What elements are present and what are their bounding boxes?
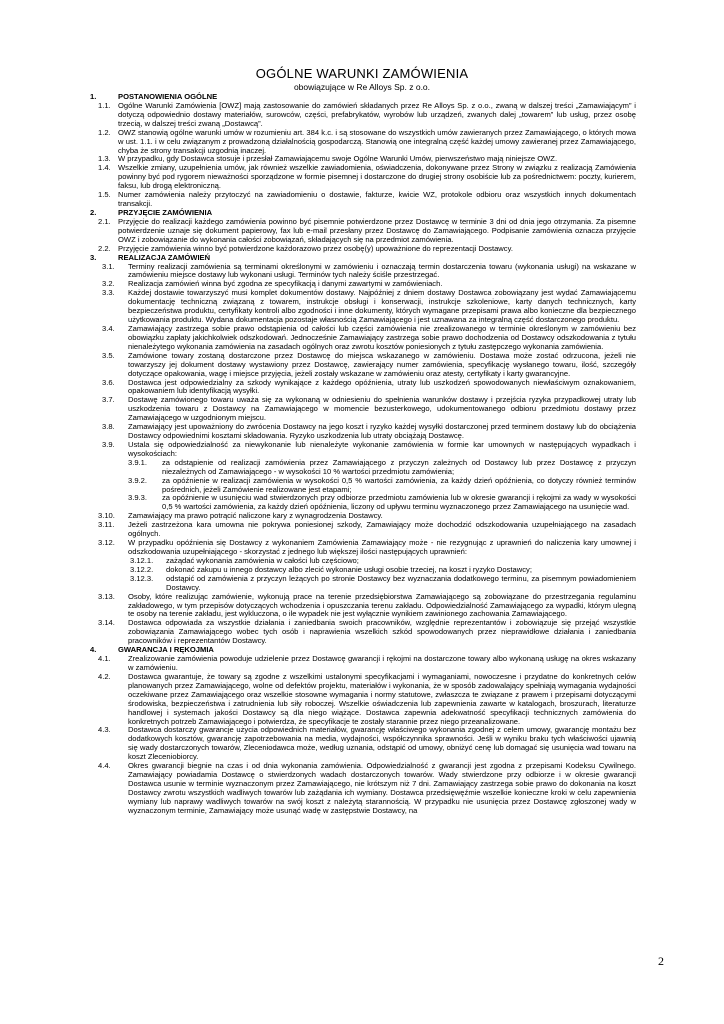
clause-number: 2.2. — [98, 243, 111, 253]
clause-number: 1.4. — [98, 163, 111, 173]
clause-number: 3.10. — [98, 511, 115, 521]
clause — [86, 423, 636, 441]
clause-text: odstąpić od zamówienia z przyczyn leżących po stronie Dostawcy bez wyznaczania dodatkowego terminu, za pisemnym powiadomieniem Dostawcy. — [166, 573, 636, 592]
clause-number: 3.3. — [102, 288, 115, 298]
clause-number: 3.12.1. — [130, 555, 154, 565]
clause-number: 3.11. — [98, 520, 115, 530]
clause — [86, 352, 636, 379]
clause-number: 3.6. — [102, 377, 115, 387]
clause-text: Dostawca odpowiada za wszystkie działania i zaniedbania swoich pracowników, względnie reprezentantów i zobowiązuje się przejąć wszystkie zobowiązania Zamawiającego wobec tych osób i naprawienia wszelkich szkód spowodowanych przez nieprawidłowe działania i zaniedbania pracowników i reprezentantów Dostawcy. — [128, 618, 636, 646]
clause-number: 3.9. — [102, 439, 115, 449]
page-number: 2 — [658, 954, 664, 968]
clause-text: Każdej dostawie towarzyszyć musi komplet dokumentów dostawy. Najpóźniej z dniem dostawy Dostawca zobowiązany jest wydać Zamawiającemu dokumentację techniczną związaną z towarem, instrukcje obsługi i konserwacji, instrukcje szkoleniowe, karty danych technicznych, karty bezpieczeństwa produktu, certyfikaty kontroli albo zgodności i inne dokumenty, których wymagane przepisami prawa albo konieczne dla bezpiecznego użytkowania produktu. Wydana dokumentacja pozostaje własnością Zamawiającego i jest uznawana za integralną część dostarczonego produktu. — [128, 288, 636, 325]
clause — [86, 129, 636, 156]
clause-text: Dostawca dostarczy gwarancje użycia odpowiednich materiałów, gwarancję właściwego wykonania zgodnej z celem umowy, gwarancję montażu bez dodatkowych kosztów, gwarancję zapotrzebowania na media, wydajności, współczynnika sprawności. Jeśli w wyniku braku tych właściwości ujawnią się wady dostarczonych towarów, Zleceniodawca może, według uznania, odstąpić od umowy, obniżyć cenę lub domagać się usunięcia wad towaru na koszt Zleceniobiorcy. — [128, 725, 636, 762]
clause — [86, 494, 636, 512]
clause-number: 3.1. — [102, 261, 115, 271]
clause-text: W przypadku opóźnienia się Dostawcy z wykonaniem Zamówienia Zamawiający może - nie rezygnując z uprawnień do naliczenia kary umownej i odszkodowania uzupełniającego - skorzystać z jednego lub większej ilości następujących uprawnień: — [128, 538, 636, 557]
clause — [86, 289, 636, 325]
clause — [86, 396, 636, 423]
clause-text: Dostawę zamówionego towaru uważa się za wykonaną w odniesieniu do spełnienia warunków dostawy i przejścia ryzyka przypadkowej utraty lub uszkodzenia towaru z Dostawcy na Zamawiającego w momencie bezusterkowego, udokumentowanego odbioru przedmiotu dostawy przez Zamawiającego w uzgodnionym miejscu. — [128, 395, 636, 423]
document-body — [86, 93, 636, 816]
clause — [86, 325, 636, 352]
clause-text: Osoby, które realizując zamówienie, wykonują prace na terenie przedsiębiorstwa Zamawiającego są zobowiązane do przestrzegania regulaminu zakładowego, w tym przepisów dotyczących wchodzenia i opuszczania terenu zakładu. Odpowiedzialność Zamawiającego za wypadki, którym ulegną te osoby na terenie zakładu, jest wykluczona, o ile wypadek nie jest wyłącznie wynikiem zawinionego zachowania Zamawiającego. — [128, 591, 636, 619]
clause — [86, 575, 636, 593]
clause-text: Realizacja zamówień winna być zgodna ze specyfikacją i danymi zawartymi w zamówieniach. — [128, 279, 443, 289]
clause-number: 4.3. — [98, 725, 111, 735]
section-title: POSTANOWIENIA OGÓLNE — [118, 92, 218, 101]
clause — [86, 655, 636, 673]
clause-number: 1.5. — [98, 190, 111, 200]
clause-text: Ustala się odpowiedzialność za niewykonanie lub nienależyte wykonanie zamówienia w formie kar umownych w następujących wypadkach i wysokościach: — [128, 439, 636, 458]
clause-number: 4.4. — [98, 761, 111, 771]
clause-number: 4.2. — [98, 671, 111, 681]
clause — [86, 726, 636, 762]
clause-text: Dostawca jest odpowiedzialny za szkody wynikające z każdego opóźnienia, utraty lub uszkodzeń spowodowanych niewłaściwym oznakowaniem, opakowaniem lub identyfikacją wysyłki. — [128, 377, 636, 396]
clause-text: Dostawca gwarantuje, że towary są zgodne z wszelkimi ustalonymi specyfikacjami i wymaganiami, nowoczesne i przydatne do konkretnych celów planowanych przez Zamawiającego, wolne od defektów projektu, materiałów i wykonania, że w sposób zadowalający spełniają wymagania wydajności oczekiwane przez Zamawiającego oraz wszelkie stosowne wymagania i normy statutowe, zwłaszcza te związane z prawem i przepisami dotyczącymi środowiska, bezpieczeństwa i zatrudnienia lub siły roboczej. Wszelkie oświadczenia lub zapewnienia zawarte w katalogach, broszurach, literaturze handlowej i systemach jakości Dostawcy są dla niego wiążące. Dostawca zapewnia adekwatność specyfikacji technicznych zamówienia do konkretnych potrzeb Zamawiającego i potwierdza, że specyfikacje te zostały starannie przez niego przeanalizowane. — [128, 671, 636, 726]
clause-number: 3.9.2. — [128, 475, 147, 485]
clause-number: 3.12.2. — [130, 564, 154, 574]
clause-text: dokonać zakupu u innego dostawcy albo zlecić wykonanie usługi osobie trzeciej, na koszt i ryzyko Dostawcy; — [166, 564, 532, 574]
clause-number: 3.9.3. — [128, 493, 147, 503]
clause — [86, 459, 636, 477]
clause-text: OWZ stanowią ogólne warunki umów w rozumieniu art. 384 k.c. i są stosowane do wszystkich umów zawieranych przez Zamawiającego, o których mowa w ust. 1.1. i w celu związanym z prowadzoną działalnością gospodarczą. Stanowią one integralną część każdej umowy zawieranej przez Zamawiającego, chyba że strony transakcji uzgodnią inaczej. — [118, 127, 636, 155]
clause-text: za odstąpienie od realizacji zamówienia przez Zamawiającego z przyczyn zależnych od Dostawcy lub przez Dostawcę z przyczyn niezależnych od Zamawiającego - w wysokości 10 % wartości przedmiotu zamówienia; — [162, 457, 636, 476]
clause-text: Zamawiający ma prawo potrącić naliczone kary z wynagrodzenia Dostawcy. — [128, 511, 383, 521]
clause — [86, 441, 636, 459]
clause-text: Okres gwarancji biegnie na czas i od dnia wykonania zamówienia. Odpowiedzialność z gwarancji jest zgodna z przepisami Kodeksu Cywilnego. Zamawiający powiadamia Dostawcę o stwierdzonych wadach dostarczonych towarów. Wady stwierdzone przy odbiorze i w okresie gwarancji Dostawca usunie w terminie wyznaczonym przez Zamawiającego, nie krótszym niż 7 dni. Zamawiający zastrzega sobie prawo do dokonania na koszt Dostawcy zwrotu wszystkich wadliwych towarów lub zażądania ich wymiany. Dostawca przedsięwęźmie wszelkie konieczne kroki w celu zapewnienia wymiany lub naprawy wadliwych towarów na swój koszt z należytą starannością. W przypadku nie usunięcia przez Dostawcę zgłoszonej wady w wyznaczonym terminie, Zamawiający może usunąć wadę w zastępstwie Dostawcy, na — [128, 761, 636, 815]
clause — [86, 379, 636, 397]
clause — [86, 593, 636, 620]
clause-number: 3.5. — [102, 350, 115, 360]
clause-number: 1. — [90, 92, 97, 101]
section-title: REALIZACJA ZAMÓWIEŃ — [118, 252, 211, 262]
clause — [86, 191, 636, 209]
clause — [86, 263, 636, 281]
clause-text: Zamawiający jest upoważniony do zwrócenia Dostawcy na jego koszt i ryzyko każdej wysyłki dostarczonej przed terminem dostawy lub do obciążenia Dostawcy odpowiednimi kosztami składowania. Ryzyko uszkodzenia lub utraty obciążają Dostawcę. — [128, 422, 636, 441]
clause-number: 3.4. — [102, 323, 115, 333]
clause-text: zażądać wykonania zamówienia w całości lub częściowo; — [166, 555, 359, 565]
clause-number: 3.14. — [98, 618, 115, 628]
clause-number: 3.12.3. — [130, 573, 154, 583]
clause-number: 1.2. — [98, 127, 111, 137]
clause — [86, 218, 636, 245]
clause-text: Ogólne Warunki Zamówienia [OWZ] mają zastosowanie do zamówień składanych przez Re Alloys Sp. z o.o., zwaną w dalszej treści „Zamawiającym” i dotyczą odpowiednio dostawy materiałów, surowców, części, prefabrykatów, wyrobów lub urządzeń, zwanych dalej „towarem” lub usług, przez osobę trzecią, w dalszej treści zwaną „Dostawcą”. — [118, 100, 636, 128]
section-title: GWARANCJA I RĘKOJMIA — [118, 645, 214, 655]
clause-number: 2. — [90, 207, 97, 217]
clause-number: 3.2. — [102, 279, 115, 289]
clause-text: za opóźnienie w realizacji zamówienia w wysokości 0,5 % wartości zamówienia, za każdy dzień opóźnienia, co dotyczy również terminów pośrednich, jeżeli Zamówienie realizowane jest etapami; — [162, 475, 636, 494]
clause — [86, 164, 636, 191]
section-title: PRZYJĘCIE ZAMÓWIENIA — [118, 207, 213, 217]
clause-text: Przyjęcie do realizacji każdego zamówienia powinno być pisemnie potwierdzone przez Dostawcę w terminie 3 dni od dnia jego otrzymania. Za pisemne potwierdzenie uznaje się dokument papierowy, fax lub e-mail przesłany przez Dostawcę do Zamawiającego. Podpisanie zamówienia oznacza przyjęcie OWZ i zobowiązanie do wykonania całości zobowiązań, składających się na przedmiot zamówienia. — [118, 216, 636, 244]
clause-text: za opóźnienie w usunięciu wad stwierdzonych przy odbiorze przedmiotu zamówienia lub w okresie gwarancji i rękojmi za wady w wysokości 0,5 % wartości zamówienia, za każdy dzień opóźnienia, liczony od upływu terminu wyznaczonego przez Zamawiającego na usunięcie wad. — [162, 493, 636, 512]
clause — [86, 521, 636, 539]
clause-number: 3. — [90, 252, 97, 262]
clause — [86, 477, 636, 495]
clause-text: Zamówione towary zostaną dostarczone przez Dostawcę do miejsca wskazanego w zamówieniu. Dostawa może zostać odrzucona, jeżeli nie towarzyszy jej dokument dostawy wystawiony przez Dostawcę, zawierający numer zamówienia, specyfikację wysłanego towaru, ilość, szczegóły dotyczące opakowania, wagę i miejsce przyjęcia, jeżeli zostały wskazane w zamówieniu oraz atesty, certyfikaty i karty gwarancyjne. — [128, 350, 636, 378]
clause-text: Przyjęcie zamówienia winno być potwierdzone każdorazowo przez osobę(y) upoważnione do reprezentacji Dostawcy. — [118, 243, 513, 253]
clause-text: Terminy realizacji zamówienia są terminami określonymi w zamówieniu i oznaczają termin dostarczenia towaru (wykonania usługi) na wskazane w zamówieniu miejsce dostawy lub wykonani usługi. Terminów tych należy ściśle przestrzegać. — [128, 261, 636, 280]
clause-number: 3.8. — [102, 422, 115, 432]
clause-number: 3.9.1. — [128, 457, 147, 467]
clause-number: 3.13. — [98, 591, 115, 601]
clause-number: 3.12. — [98, 538, 115, 548]
document-subtitle: obowiązujące w Re Alloys Sp. z o.o. — [293, 82, 431, 92]
clause-number: 1.1. — [98, 100, 111, 110]
clause — [86, 762, 636, 816]
clause-text: Wszelkie zmiany, uzupełnienia umów, jak również wszelkie zawiadomienia, oświadczenia, dokonywane przez Strony w związku z realizacją Zamówienia powinny być pod rygorem nieważności sporządzone w formie pisemnej i dostarczone do drugiej strony osobiście lub za pośrednictwem: poczty, kurierem, faksu, lub drogą elektroniczną. — [118, 163, 636, 191]
clause — [86, 539, 636, 557]
clause — [86, 102, 636, 129]
clause-text: Numer zamówienia należy przytoczyć na zawiadomieniu o dostawie, fakturze, kwicie WZ, protokole odbioru oraz wszystkich innych dokumentach transakcji. — [118, 190, 636, 209]
clause — [86, 619, 636, 646]
clause-number: 3.7. — [102, 395, 115, 405]
clause-text: Zamawiający zastrzega sobie prawo odstąpienia od całości lub części zamówienia nie zrealizowanego w terminie określonym w zamówieniu bez obowiązku zapłaty jakichkolwiek odszkodowań. Jednocześnie Zamawiający zastrzega sobie prawo dochodzenia od Dostawcy odszkodowania z tytułu nienależytego wykonania zamówienia na zasadach ogólnych oraz zwrotu kosztów poniesionych z tytułu zastępczego wykonania zamówienia. — [128, 323, 636, 351]
clause-number: 1.3. — [98, 154, 111, 164]
clause-number: 4. — [90, 645, 97, 655]
clause-number: 2.1. — [98, 216, 111, 226]
document-title: OGÓLNE WARUNKI ZAMÓWIENIA — [255, 66, 469, 81]
clause — [86, 673, 636, 727]
clause-text: Zrealizowanie zamówienia powoduje udzielenie przez Dostawcę gwarancji i rękojmi na dostarczone towary albo wykonaną usługę na okres wskazany w zamówieniu. — [128, 654, 636, 672]
clause-number: 4.1. — [98, 654, 111, 664]
clause-text: Jeżeli zastrzeżona kara umowna nie pokrywa poniesionej szkody, Zamawiający może dochodzić odszkodowania uzupełniającego na zasadach ogólnych. — [128, 520, 636, 539]
clause-text: W przypadku, gdy Dostawca stosuje i przesłał Zamawiającemu swoje Ogólne Warunki Umów, pierwszeństwo mają niniejsze OWZ. — [118, 154, 558, 164]
